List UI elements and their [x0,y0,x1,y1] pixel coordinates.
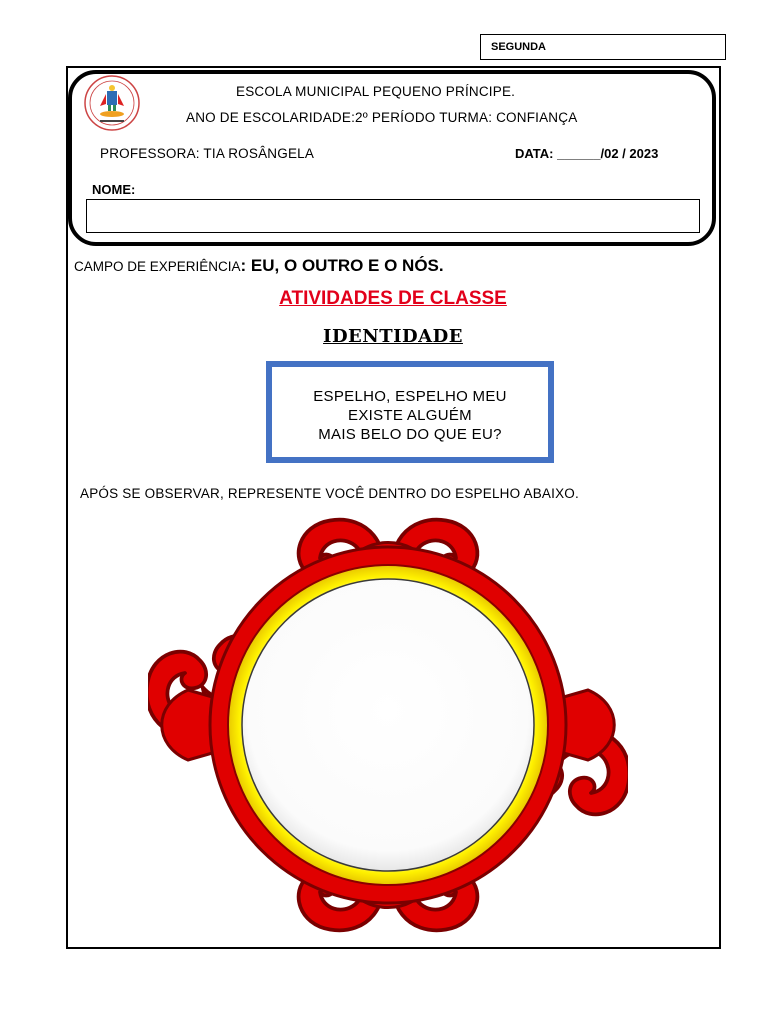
day-label-box [480,34,726,60]
day-label: SEGUNDA [491,41,547,53]
instruction-text: APÓS SE OBSERVAR, REPRESENTE VOCÊ DENTRO DO ESPELHO ABAIXO. [80,486,579,501]
mirror-drawing-area[interactable] [148,505,628,943]
teacher-line: PROFESSORA: TIA ROSÂNGELA [100,146,315,161]
campo-experiencia-line [74,256,444,276]
activity-title: ATIVIDADES DE CLASSE [279,288,507,309]
quote-line: MAIS BELO DO QUE EU? [318,426,502,443]
school-logo-icon [82,74,142,132]
campo-value: : EU, O OUTRO E O NÓS. [240,256,444,275]
campo-label: CAMPO DE EXPERIÊNCIA [74,259,241,274]
quote-line: ESPELHO, ESPELHO MEU [313,388,507,405]
name-field[interactable] [86,199,700,233]
quote-line: EXISTE ALGUÉM [348,407,472,424]
grade-class-line: ANO DE ESCOLARIDADE:2º PERÍODO TURMA: CONFIANÇA [186,110,578,125]
quote-box [266,361,554,463]
subject-title: IDENTIDADE [323,326,463,347]
date-line: DATA: ______/02 / 2023 [515,146,659,161]
quote-text [272,367,548,457]
name-label: NOME: [92,182,136,197]
school-name: ESCOLA MUNICIPAL PEQUENO PRÍNCIPE. [236,84,516,99]
mirror-glass[interactable] [242,579,534,871]
